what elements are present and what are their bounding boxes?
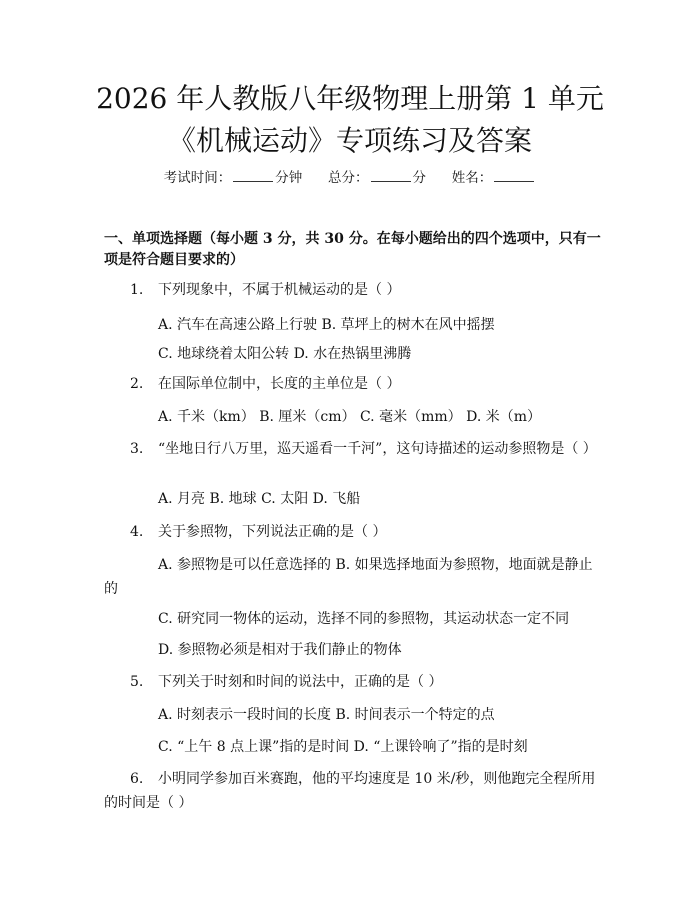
question-4-options-line-2: C. 研究同一物体的运动，选择不同的参照物，其运动状态一定不同	[158, 611, 570, 627]
question-number: 3.	[130, 441, 144, 457]
question-3-options-line-1: A. 月亮 B. 地球 C. 太阳 D. 飞船	[158, 491, 361, 507]
question-number: 6.	[130, 771, 144, 787]
total-score-unit: 分	[412, 170, 426, 186]
exam-time-unit: 分钟	[275, 170, 303, 186]
question-stem: 关于参照物，下列说法正确的是（ ）	[158, 524, 387, 540]
question-1-options-line-1: A. 汽车在高速公路上行驶 B. 草坪上的树木在风中摇摆	[158, 317, 495, 333]
question-6	[104, 767, 604, 815]
question-2	[104, 372, 604, 396]
question-number: 5.	[130, 674, 144, 690]
question-stem: 在国际单位制中，长度的主单位是（ ）	[158, 376, 401, 392]
total-score-blank	[371, 168, 411, 182]
question-stem: 小明同学参加百米赛跑，他的平均速度是 10 米/秒，则他跑完全程所用的时间是（ ）	[104, 771, 596, 811]
question-4-options-line-1: A. 参照物是可以任意选择的 B. 如果选择地面为参照物，地面就是静止的	[104, 557, 593, 597]
exam-info-line	[0, 168, 700, 188]
section-heading: 一、单项选择题（每小题 3 分，共 30 分。在每小题给出的四个选项中，只有一项是符合题目要求的）	[104, 231, 601, 268]
question-number: 1.	[130, 282, 144, 298]
question-stem: 下列现象中，不属于机械运动的是（ ）	[158, 282, 401, 298]
question-3	[104, 437, 604, 461]
question-number: 2.	[130, 376, 144, 392]
total-score-label: 总分：	[328, 170, 369, 186]
student-name-label: 姓名：	[451, 170, 493, 186]
question-5-options-line-1: A. 时刻表示一段时间的长度 B. 时间表示一个特定的点	[158, 707, 495, 723]
question-5-options-line-2: C. “上午 8 点上课”指的是时间 D. “上课铃响了”指的是时刻	[158, 739, 528, 755]
question-1-options-line-2: C. 地球绕着太阳公转 D. 水在热锅里沸腾	[158, 346, 412, 362]
question-2-options-line-1: A. 千米（km） B. 厘米（cm） C. 毫米（mm） D. 米（m）	[158, 409, 541, 425]
question-number: 4.	[130, 524, 144, 540]
document-title: 2026 年人教版八年级物理上册第 1 单元《机械运动》专项练习及答案	[96, 82, 604, 157]
question-4-options-line-3: D. 参照物必须是相对于我们静止的物体	[158, 642, 402, 658]
question-5	[104, 670, 604, 694]
exam-time-blank	[233, 168, 273, 182]
question-stem: 下列关于时刻和时间的说法中，正确的是（ ）	[158, 674, 443, 690]
student-name-blank	[494, 168, 534, 182]
question-4	[104, 520, 604, 544]
exam-time-label: 考试时间：	[163, 170, 232, 186]
question-1	[104, 278, 604, 302]
question-stem: “坐地日行八万里，巡天遥看一千河”，这句诗描述的运动参照物是（ ）	[158, 441, 597, 457]
